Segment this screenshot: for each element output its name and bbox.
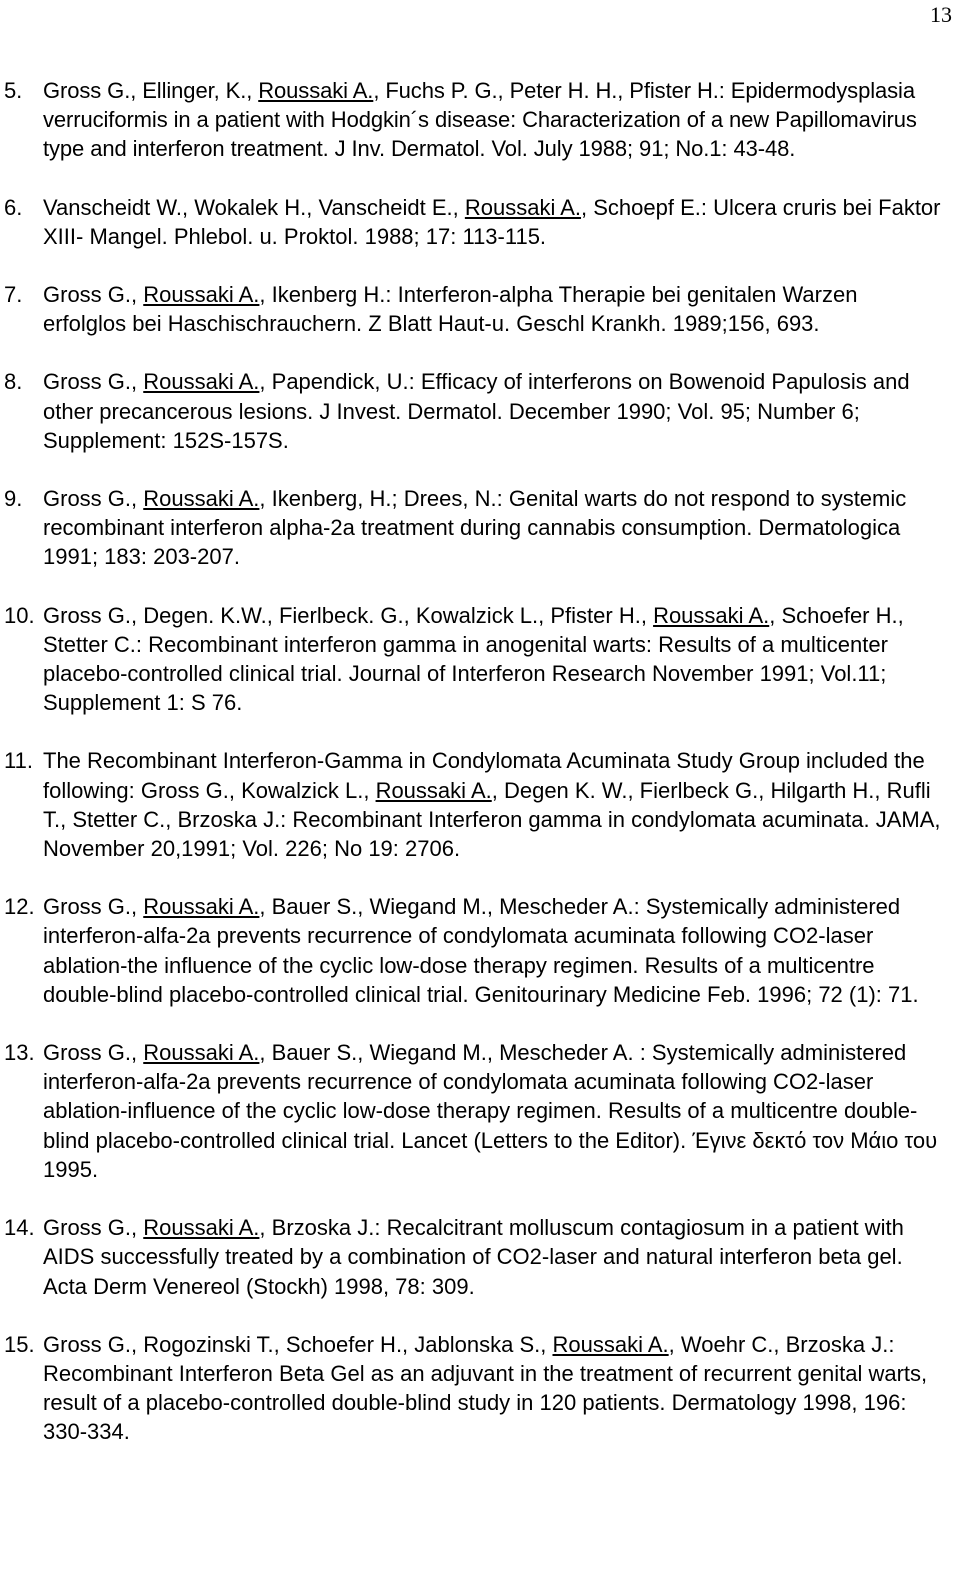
reference-number: 9. bbox=[4, 486, 23, 512]
reference-segment: , Schoepf E.: Ulcera cruris bei Faktor XIII- Mangel. Phlebol. u. Proktol. 1988; 17: 113-115. bbox=[43, 194, 941, 249]
reference-list bbox=[0, 76, 960, 1476]
reference-segment: The Recombinant Interferon-Gamma in Condylomata Acuminata Study Group included the following: Gross G., Kowalzick L., bbox=[43, 748, 925, 803]
reference-number: 8. bbox=[4, 369, 23, 395]
reference-text bbox=[43, 1332, 927, 1445]
reference-item bbox=[0, 484, 960, 572]
reference-segment: , Degen K. W., Fierlbeck G., Hilgarth H., Rufli T., Stetter C., Brzoska J.: Recombinant Interferon gamma in condylomata acuminata. JAMA, November 20,1991; Vol. 226; No 19: 2706. bbox=[43, 777, 941, 862]
reference-number: 15. bbox=[4, 1331, 35, 1357]
reference-segment: Gross G., bbox=[43, 1215, 144, 1241]
reference-text bbox=[43, 748, 941, 861]
author-highlight: Roussaki A. bbox=[552, 1331, 669, 1357]
reference-item bbox=[0, 746, 960, 863]
reference-item bbox=[0, 1330, 960, 1447]
reference-segment: , Ikenberg H.: Interferon-alpha Therapie bei genitalen Warzen erfolglos bei Haschischrauchern. Z Blatt Haut-u. Geschl Krankh. 1989;156, 693. bbox=[43, 282, 858, 337]
reference-number: 12. bbox=[4, 894, 35, 920]
reference-segment: Gross G., bbox=[43, 894, 144, 920]
author-highlight: Roussaki A. bbox=[464, 194, 582, 220]
reference-segment: Gross G., Degen. K.W., Fierlbeck. G., Kowalzick L., Pfister H., bbox=[43, 602, 654, 628]
reference-item bbox=[0, 76, 960, 164]
reference-number: 6. bbox=[4, 194, 23, 220]
reference-segment: Gross G., bbox=[43, 1040, 144, 1066]
reference-segment: , Bauer S., Wiegand M., Mescheder A.: Systemically administered interferon-alfa-2a prevents recurrence of condylomata acuminata following CO2-laser ablation-the influence of the cyclic low-dose therapy regimen. Results of a multicentre double-blind placebo-controlled clinical trial. Genitourinary Medicine Feb. 1996; 72 (1): 71. bbox=[43, 894, 919, 1007]
reference-segment: , Woehr C., Brzoska J.: Recombinant Interferon Beta Gel as an adjuvant in the treatment of recurrent genital warts, result of a placebo-controlled double-blind study in 120 patients. Dermatology 1998, 196: 330-334. bbox=[43, 1331, 928, 1445]
reference-text bbox=[43, 603, 904, 716]
author-highlight: Roussaki A. bbox=[143, 369, 260, 395]
reference-item bbox=[0, 892, 960, 1009]
reference-item bbox=[0, 280, 960, 338]
author-highlight: Roussaki A. bbox=[143, 1040, 260, 1066]
reference-number: 13. bbox=[4, 1040, 35, 1066]
reference-segment: Gross G., bbox=[43, 369, 144, 395]
reference-text bbox=[43, 78, 917, 161]
reference-segment: Gross G., bbox=[43, 486, 144, 512]
reference-item bbox=[0, 1213, 960, 1301]
author-highlight: Roussaki A. bbox=[653, 602, 770, 628]
reference-text bbox=[43, 894, 919, 1007]
reference-text bbox=[43, 195, 941, 249]
reference-text bbox=[43, 282, 857, 336]
reference-segment: Gross G., bbox=[43, 282, 144, 308]
reference-number: 10. bbox=[4, 602, 35, 628]
reference-item bbox=[0, 193, 960, 251]
reference-segment: Gross G., Ellinger, K., bbox=[43, 78, 259, 103]
reference-text bbox=[43, 369, 910, 452]
reference-text bbox=[43, 486, 906, 569]
author-highlight: Roussaki A. bbox=[143, 486, 260, 512]
reference-item bbox=[0, 601, 960, 718]
reference-number: 11. bbox=[4, 748, 33, 774]
author-highlight: Roussaki A. bbox=[143, 282, 260, 308]
reference-segment: , Bauer S., Wiegand M., Mescheder A. : Systemically administered interferon-alfa-2a prevents recurrence of condylomata acuminata following CO2-laser ablation-influence of the cyclic low-dose therapy regimen. Results of a multicentre double-blind placebo-controlled clinical trial. Lancet (Letters to the Editor). Έγινε δεκτό τον Μάιο του 1995. bbox=[43, 1040, 938, 1182]
reference-segment: , Ikenberg, H.; Drees, N.: Genital warts do not respond to systemic recombinant interferon alpha-2a treatment during cannabis consumption. Dermatologica 1991; 183: 203-207. bbox=[43, 486, 907, 570]
reference-text bbox=[43, 1040, 937, 1182]
page-number: 13 bbox=[930, 2, 952, 27]
reference-segment: Vanscheidt W., Wokalek H., Vanscheidt E., bbox=[43, 194, 465, 220]
reference-number: 14. bbox=[4, 1215, 35, 1241]
reference-segment: , Papendick, U.: Efficacy of interferons on Bowenoid Papulosis and other precancerous lesions. J Invest. Dermatol. December 1990; Vol. 95; Number 6; Supplement: 152S-157S. bbox=[43, 369, 910, 453]
reference-segment: , Brzoska J.: Recalcitrant molluscum contagiosum in a patient with AIDS successfully treated by a combination of CO2-laser and natural interferon beta gel. Acta Derm Venereol (Stockh) 1998, 78: 309. bbox=[43, 1215, 904, 1299]
reference-segment: , Schoefer H., Stetter C.: Recombinant interferon gamma in anogenital warts: Results of a multicenter placebo-controlled clinical trial. Journal of Interferon Research November 1991; Vol.11; Supplement 1: S 76. bbox=[43, 602, 904, 716]
author-highlight: Roussaki A. bbox=[375, 777, 492, 803]
author-highlight: Roussaki A. bbox=[143, 894, 260, 920]
reference-number: 5. bbox=[4, 78, 23, 103]
reference-item bbox=[0, 367, 960, 455]
reference-item bbox=[0, 1038, 960, 1184]
reference-text bbox=[43, 1215, 904, 1298]
reference-segment: , Fuchs P. G., Peter H. H., Pfister H.: Epidermodysplasia verruciformis in a patient with Hodgkin´s disease: Characterization of a new Papillomavirus type and interferon treatment. J Inv. Dermatol. Vol. July 1988; 91; No.1: 43-48. bbox=[43, 78, 917, 162]
author-highlight: Roussaki A. bbox=[258, 78, 374, 103]
reference-segment: Gross G., Rogozinski T., Schoefer H., Jablonska S., bbox=[43, 1331, 553, 1357]
author-highlight: Roussaki A. bbox=[143, 1215, 260, 1241]
reference-number: 7. bbox=[4, 282, 23, 308]
